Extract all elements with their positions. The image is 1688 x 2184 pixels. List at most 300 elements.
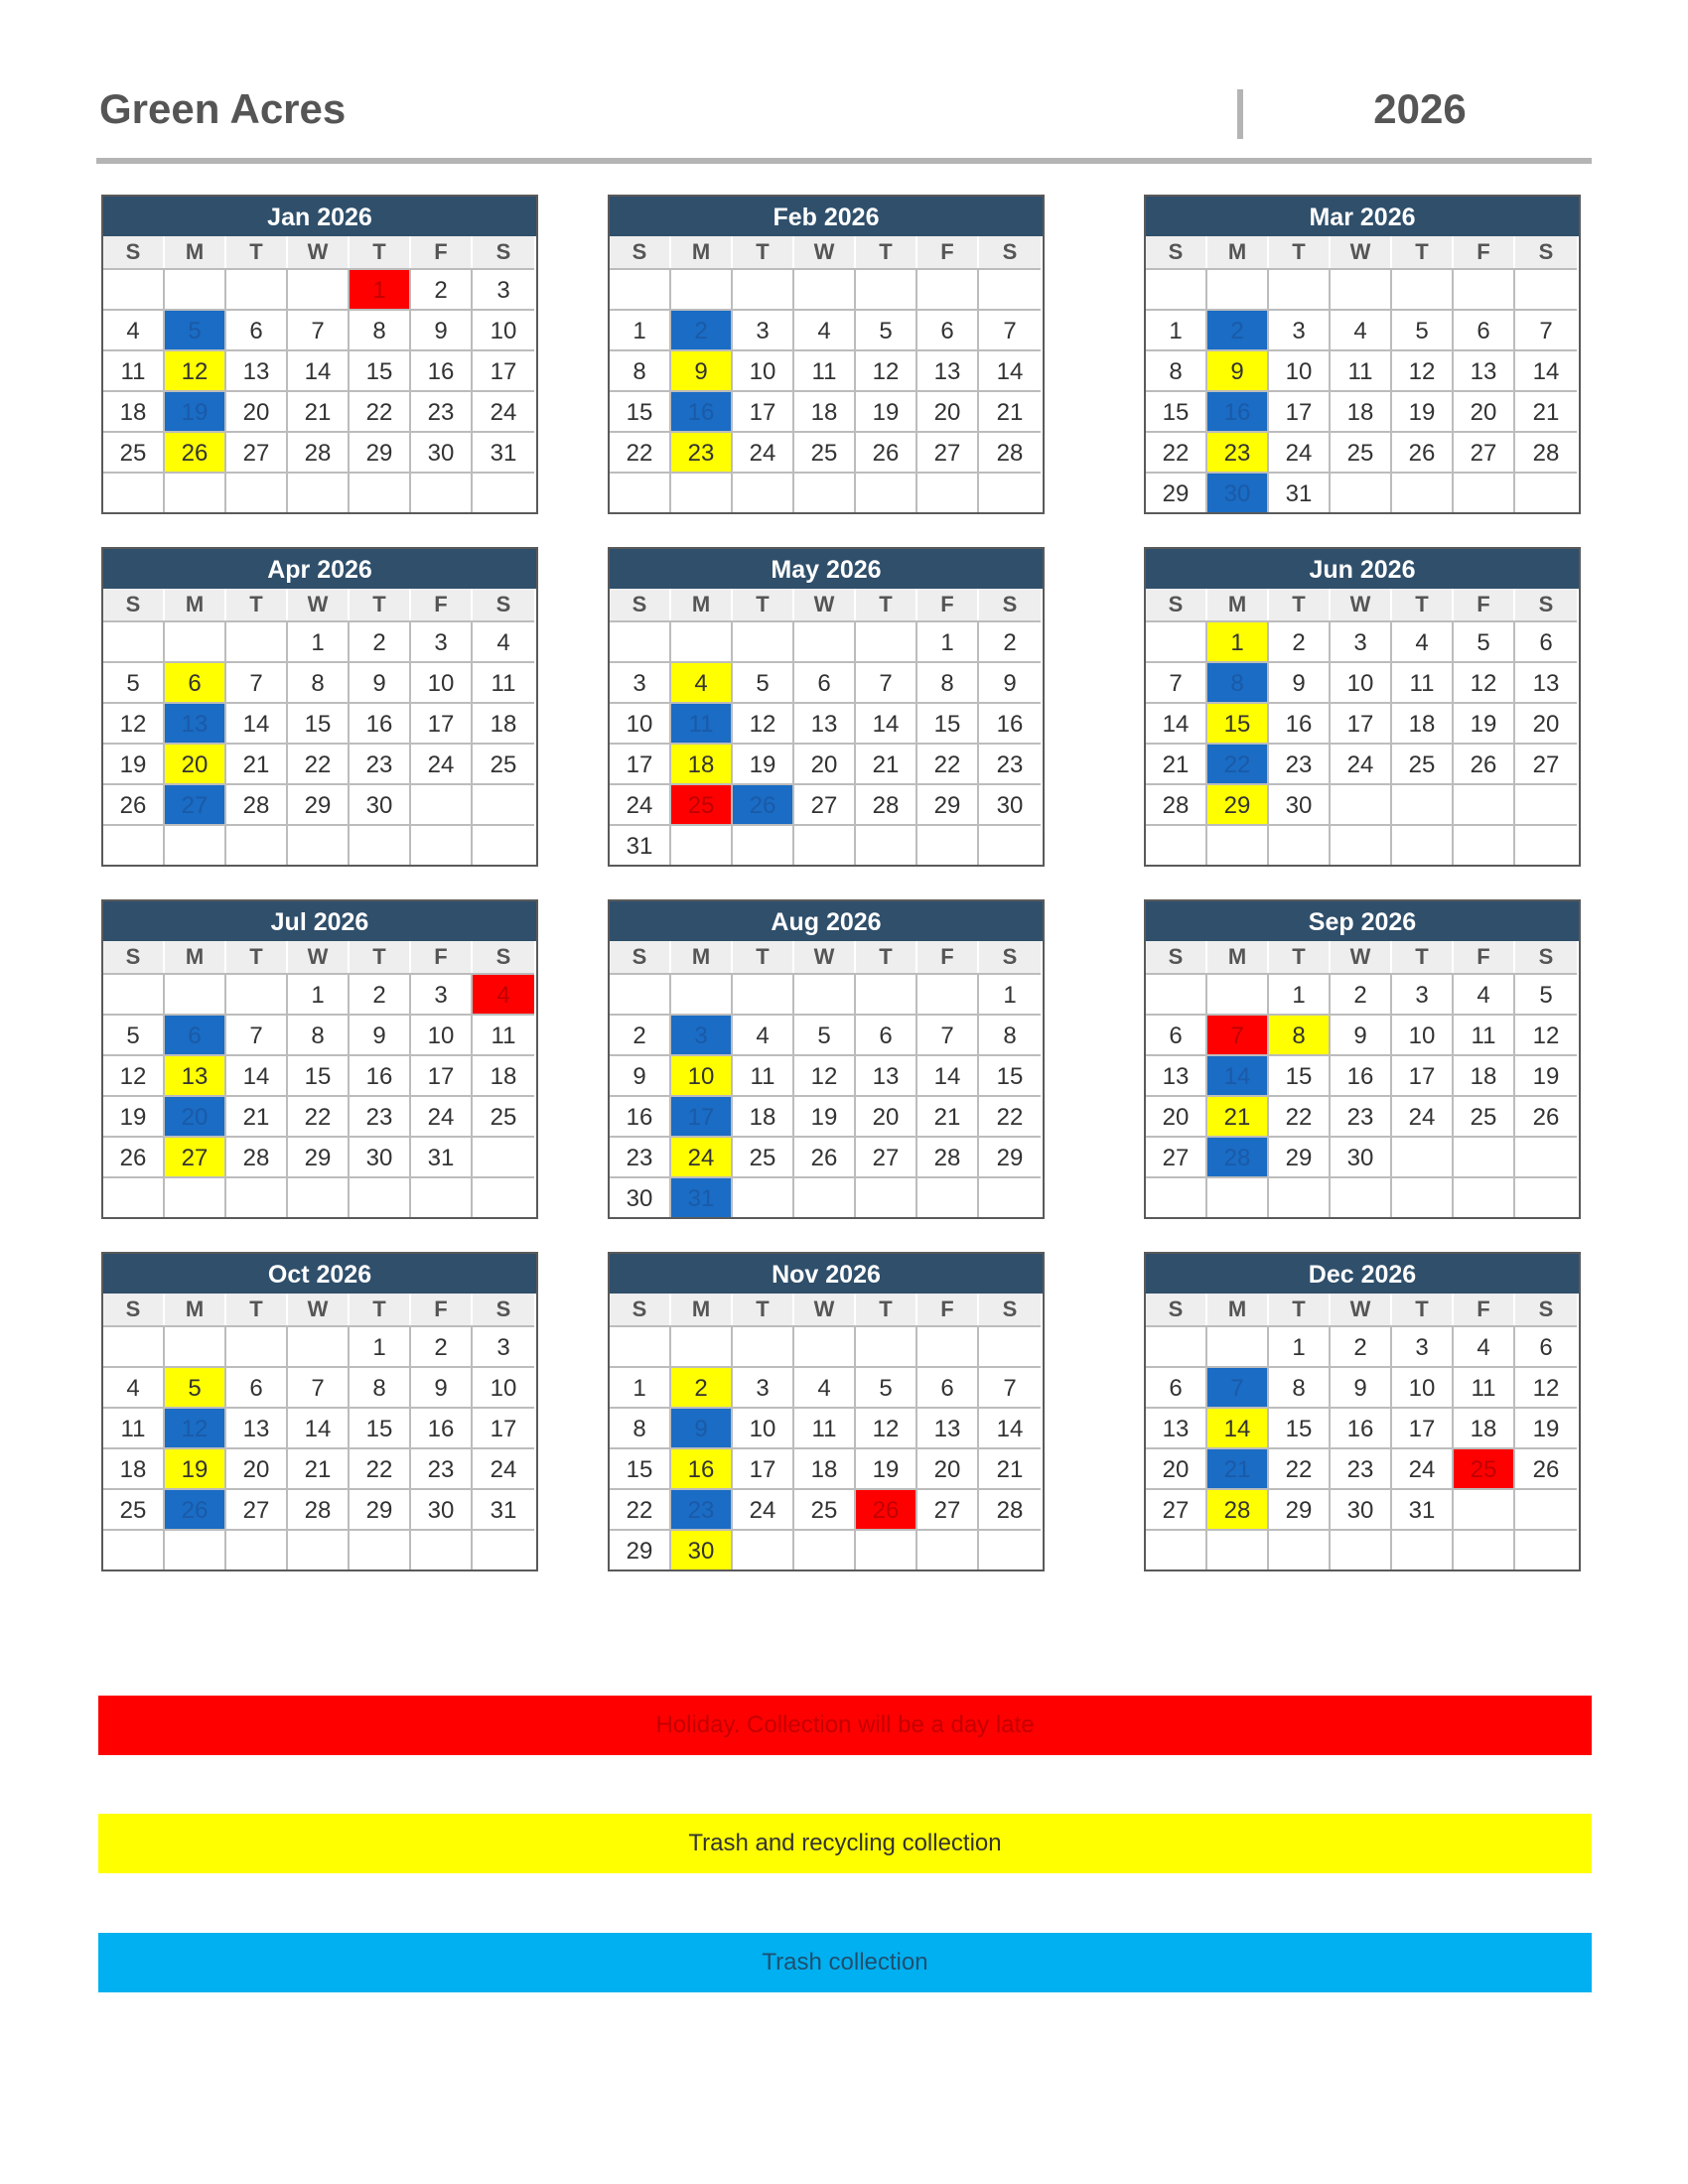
weekday-header bbox=[610, 236, 1043, 268]
day-cell: 3 bbox=[1269, 309, 1331, 349]
week-row bbox=[610, 1529, 1043, 1570]
day-cell: 29 bbox=[350, 1488, 411, 1529]
day-cell: 29 bbox=[1269, 1488, 1331, 1529]
empty-day-cell bbox=[165, 268, 226, 309]
day-cell: 5 bbox=[856, 309, 917, 349]
day-cell: 4 bbox=[103, 309, 165, 349]
week-row bbox=[610, 783, 1043, 824]
week-row bbox=[103, 349, 536, 390]
week-row bbox=[1146, 431, 1579, 472]
day-cell: 29 bbox=[350, 431, 411, 472]
day-cell: 24 bbox=[1331, 743, 1392, 783]
week-row bbox=[610, 472, 1043, 512]
weekday-label: T bbox=[856, 589, 917, 620]
empty-day-cell bbox=[979, 1176, 1041, 1217]
empty-day-cell bbox=[103, 824, 165, 865]
day-cell: 24 bbox=[473, 390, 534, 431]
day-cell: 26 bbox=[103, 1136, 165, 1176]
day-cell: 17 bbox=[411, 1054, 473, 1095]
day-cell: 26 bbox=[1392, 431, 1454, 472]
day-cell: 15 bbox=[610, 390, 671, 431]
month-calendar bbox=[608, 899, 1045, 1219]
day-cell: 10 bbox=[411, 661, 473, 702]
day-cell: 2 bbox=[350, 620, 411, 661]
day-cell: 22 bbox=[1269, 1447, 1331, 1488]
day-cell: 14 bbox=[1515, 349, 1577, 390]
day-cell: 20 bbox=[226, 390, 288, 431]
day-cell: 8 bbox=[610, 1407, 671, 1447]
day-cell: 29 bbox=[917, 783, 979, 824]
empty-day-cell bbox=[1331, 1529, 1392, 1570]
day-cell: 7 bbox=[288, 1366, 350, 1407]
weekday-label: S bbox=[1515, 1294, 1577, 1325]
day-cell: 7 bbox=[917, 1014, 979, 1054]
day-cell: 18 bbox=[473, 1054, 534, 1095]
empty-day-cell bbox=[226, 472, 288, 512]
empty-day-cell bbox=[1207, 1176, 1269, 1217]
day-cell: 13 bbox=[917, 1407, 979, 1447]
day-cell: 22 bbox=[350, 1447, 411, 1488]
weekday-label: S bbox=[473, 589, 534, 620]
day-cell: 30 bbox=[350, 783, 411, 824]
weekday-header bbox=[610, 1294, 1043, 1325]
week-row bbox=[1146, 1095, 1579, 1136]
day-cell: 2 bbox=[1207, 309, 1269, 349]
week-row bbox=[610, 1325, 1043, 1366]
day-cell: 9 bbox=[1331, 1366, 1392, 1407]
empty-day-cell bbox=[288, 472, 350, 512]
week-row bbox=[103, 1325, 536, 1366]
day-cell: 4 bbox=[1454, 1325, 1515, 1366]
empty-day-cell bbox=[1146, 268, 1207, 309]
day-cell: 11 bbox=[1331, 349, 1392, 390]
day-cell: 7 bbox=[288, 309, 350, 349]
empty-day-cell bbox=[1331, 1176, 1392, 1217]
day-cell: 15 bbox=[1269, 1054, 1331, 1095]
empty-day-cell bbox=[1269, 1176, 1331, 1217]
month-calendar bbox=[101, 899, 538, 1219]
weekday-label: M bbox=[1207, 941, 1269, 973]
day-cell: 18 bbox=[103, 1447, 165, 1488]
empty-day-cell bbox=[103, 268, 165, 309]
empty-day-cell bbox=[1207, 1325, 1269, 1366]
day-cell: 17 bbox=[733, 1447, 794, 1488]
day-cell: 14 bbox=[979, 1407, 1041, 1447]
day-cell: 3 bbox=[733, 309, 794, 349]
week-row bbox=[1146, 783, 1579, 824]
week-row bbox=[610, 1488, 1043, 1529]
day-cell: 7 bbox=[979, 1366, 1041, 1407]
weekday-label: F bbox=[411, 589, 473, 620]
weekday-label: M bbox=[165, 941, 226, 973]
week-row bbox=[610, 390, 1043, 431]
day-cell: 6 bbox=[1454, 309, 1515, 349]
empty-day-cell bbox=[473, 472, 534, 512]
day-cell: 1 bbox=[1146, 309, 1207, 349]
weekday-header bbox=[610, 589, 1043, 620]
day-cell: 15 bbox=[350, 349, 411, 390]
month-title: Jul 2026 bbox=[103, 901, 536, 941]
day-cell: 28 bbox=[979, 431, 1041, 472]
empty-day-cell bbox=[1146, 1176, 1207, 1217]
year-label: 2026 bbox=[1373, 85, 1467, 132]
empty-day-cell bbox=[979, 1325, 1041, 1366]
day-cell: 19 bbox=[165, 390, 226, 431]
week-row bbox=[610, 1407, 1043, 1447]
empty-day-cell bbox=[411, 1529, 473, 1570]
day-cell: 20 bbox=[165, 1095, 226, 1136]
day-cell: 1 bbox=[350, 1325, 411, 1366]
day-cell: 11 bbox=[733, 1054, 794, 1095]
empty-day-cell bbox=[288, 1529, 350, 1570]
day-cell: 10 bbox=[1392, 1014, 1454, 1054]
empty-day-cell bbox=[856, 973, 917, 1014]
day-cell: 11 bbox=[473, 661, 534, 702]
day-cell: 15 bbox=[917, 702, 979, 743]
weekday-label: W bbox=[1331, 1294, 1392, 1325]
weekday-label: T bbox=[856, 236, 917, 268]
weekday-label: T bbox=[350, 236, 411, 268]
weekday-label: T bbox=[1269, 1294, 1331, 1325]
day-cell: 22 bbox=[610, 431, 671, 472]
day-cell: 16 bbox=[350, 702, 411, 743]
weekday-label: M bbox=[165, 589, 226, 620]
day-cell: 6 bbox=[1146, 1014, 1207, 1054]
empty-day-cell bbox=[1146, 620, 1207, 661]
empty-day-cell bbox=[1207, 824, 1269, 865]
empty-day-cell bbox=[671, 620, 733, 661]
empty-day-cell bbox=[1454, 783, 1515, 824]
empty-day-cell bbox=[288, 1325, 350, 1366]
day-cell: 24 bbox=[733, 1488, 794, 1529]
week-row bbox=[1146, 973, 1579, 1014]
month-calendar bbox=[608, 195, 1045, 514]
empty-day-cell bbox=[165, 620, 226, 661]
day-cell: 30 bbox=[411, 1488, 473, 1529]
empty-day-cell bbox=[1331, 268, 1392, 309]
weekday-label: F bbox=[917, 941, 979, 973]
week-row bbox=[103, 1054, 536, 1095]
empty-day-cell bbox=[1146, 824, 1207, 865]
day-cell: 23 bbox=[1331, 1447, 1392, 1488]
week-row bbox=[610, 1136, 1043, 1176]
weekday-label: S bbox=[1146, 236, 1207, 268]
day-cell: 26 bbox=[103, 783, 165, 824]
day-cell: 12 bbox=[165, 1407, 226, 1447]
empty-day-cell bbox=[856, 472, 917, 512]
day-cell: 4 bbox=[733, 1014, 794, 1054]
day-cell: 26 bbox=[1454, 743, 1515, 783]
weekday-label: S bbox=[610, 1294, 671, 1325]
day-cell: 5 bbox=[165, 1366, 226, 1407]
day-cell: 25 bbox=[1454, 1447, 1515, 1488]
day-cell: 31 bbox=[411, 1136, 473, 1176]
day-cell: 27 bbox=[856, 1136, 917, 1176]
month-title: Apr 2026 bbox=[103, 549, 536, 589]
day-cell: 15 bbox=[288, 1054, 350, 1095]
day-cell: 20 bbox=[794, 743, 856, 783]
day-cell: 11 bbox=[794, 1407, 856, 1447]
empty-day-cell bbox=[103, 973, 165, 1014]
day-cell: 10 bbox=[1331, 661, 1392, 702]
day-cell: 3 bbox=[671, 1014, 733, 1054]
day-cell: 12 bbox=[1392, 349, 1454, 390]
day-cell: 9 bbox=[411, 1366, 473, 1407]
day-cell: 23 bbox=[671, 431, 733, 472]
day-cell: 25 bbox=[1331, 431, 1392, 472]
weekday-header bbox=[1146, 941, 1579, 973]
day-cell: 18 bbox=[733, 1095, 794, 1136]
week-row bbox=[1146, 743, 1579, 783]
day-cell: 20 bbox=[1454, 390, 1515, 431]
month-title: Mar 2026 bbox=[1146, 197, 1579, 236]
day-cell: 12 bbox=[165, 349, 226, 390]
day-cell: 5 bbox=[856, 1366, 917, 1407]
day-cell: 28 bbox=[917, 1136, 979, 1176]
month-title: Dec 2026 bbox=[1146, 1254, 1579, 1294]
week-row bbox=[610, 1176, 1043, 1217]
weekday-label: S bbox=[979, 1294, 1041, 1325]
empty-day-cell bbox=[733, 973, 794, 1014]
day-cell: 18 bbox=[473, 702, 534, 743]
day-cell: 24 bbox=[1392, 1447, 1454, 1488]
day-cell: 4 bbox=[671, 661, 733, 702]
day-cell: 5 bbox=[733, 661, 794, 702]
day-cell: 4 bbox=[473, 973, 534, 1014]
day-cell: 28 bbox=[1146, 783, 1207, 824]
day-cell: 23 bbox=[1269, 743, 1331, 783]
week-row bbox=[103, 702, 536, 743]
day-cell: 25 bbox=[733, 1136, 794, 1176]
empty-day-cell bbox=[733, 472, 794, 512]
weekday-label: S bbox=[610, 941, 671, 973]
month-title: Nov 2026 bbox=[610, 1254, 1043, 1294]
day-cell: 3 bbox=[610, 661, 671, 702]
weekday-label: T bbox=[226, 236, 288, 268]
day-cell: 9 bbox=[350, 661, 411, 702]
day-cell: 14 bbox=[288, 349, 350, 390]
day-cell: 20 bbox=[1146, 1095, 1207, 1136]
day-cell: 7 bbox=[979, 309, 1041, 349]
day-cell: 12 bbox=[1515, 1014, 1577, 1054]
day-cell: 18 bbox=[794, 1447, 856, 1488]
day-cell: 21 bbox=[856, 743, 917, 783]
weekday-header bbox=[103, 236, 536, 268]
empty-day-cell bbox=[165, 1529, 226, 1570]
day-cell: 13 bbox=[226, 349, 288, 390]
empty-day-cell bbox=[610, 1325, 671, 1366]
day-cell: 3 bbox=[473, 1325, 534, 1366]
week-row bbox=[610, 620, 1043, 661]
day-cell: 4 bbox=[103, 1366, 165, 1407]
month-title: May 2026 bbox=[610, 549, 1043, 589]
day-cell: 24 bbox=[610, 783, 671, 824]
weekday-label: S bbox=[610, 589, 671, 620]
day-cell: 6 bbox=[917, 309, 979, 349]
empty-day-cell bbox=[473, 1529, 534, 1570]
day-cell: 13 bbox=[165, 702, 226, 743]
day-cell: 27 bbox=[165, 783, 226, 824]
empty-day-cell bbox=[226, 620, 288, 661]
weekday-label: W bbox=[794, 236, 856, 268]
day-cell: 5 bbox=[165, 309, 226, 349]
day-cell: 19 bbox=[1515, 1407, 1577, 1447]
day-cell: 11 bbox=[473, 1014, 534, 1054]
empty-day-cell bbox=[1331, 783, 1392, 824]
day-cell: 2 bbox=[979, 620, 1041, 661]
week-row bbox=[1146, 620, 1579, 661]
day-cell: 17 bbox=[1331, 702, 1392, 743]
day-cell: 13 bbox=[1515, 661, 1577, 702]
day-cell: 16 bbox=[671, 390, 733, 431]
day-cell: 31 bbox=[473, 1488, 534, 1529]
day-cell: 6 bbox=[165, 1014, 226, 1054]
weekday-label: S bbox=[1146, 941, 1207, 973]
empty-day-cell bbox=[226, 1176, 288, 1217]
empty-day-cell bbox=[979, 472, 1041, 512]
day-cell: 9 bbox=[411, 309, 473, 349]
empty-day-cell bbox=[350, 1176, 411, 1217]
day-cell: 22 bbox=[610, 1488, 671, 1529]
day-cell: 9 bbox=[671, 1407, 733, 1447]
day-cell: 2 bbox=[1331, 973, 1392, 1014]
empty-day-cell bbox=[288, 1176, 350, 1217]
empty-day-cell bbox=[165, 824, 226, 865]
weekday-label: W bbox=[288, 941, 350, 973]
day-cell: 14 bbox=[917, 1054, 979, 1095]
day-cell: 16 bbox=[1331, 1054, 1392, 1095]
day-cell: 6 bbox=[226, 309, 288, 349]
weekday-label: F bbox=[917, 1294, 979, 1325]
empty-day-cell bbox=[103, 472, 165, 512]
day-cell: 21 bbox=[1515, 390, 1577, 431]
week-row bbox=[103, 620, 536, 661]
day-cell: 23 bbox=[1331, 1095, 1392, 1136]
weekday-label: S bbox=[103, 236, 165, 268]
weekday-header bbox=[103, 1294, 536, 1325]
day-cell: 17 bbox=[733, 390, 794, 431]
day-cell: 22 bbox=[917, 743, 979, 783]
day-cell: 20 bbox=[1146, 1447, 1207, 1488]
empty-day-cell bbox=[856, 268, 917, 309]
day-cell: 4 bbox=[794, 309, 856, 349]
day-cell: 1 bbox=[288, 973, 350, 1014]
weekday-label: T bbox=[1269, 941, 1331, 973]
day-cell: 26 bbox=[856, 431, 917, 472]
day-cell: 25 bbox=[473, 1095, 534, 1136]
empty-day-cell bbox=[733, 268, 794, 309]
day-cell: 28 bbox=[1207, 1488, 1269, 1529]
week-row bbox=[610, 1054, 1043, 1095]
day-cell: 21 bbox=[979, 390, 1041, 431]
weekday-header bbox=[1146, 1294, 1579, 1325]
day-cell: 12 bbox=[856, 1407, 917, 1447]
day-cell: 12 bbox=[1454, 661, 1515, 702]
day-cell: 16 bbox=[1269, 702, 1331, 743]
week-row bbox=[610, 1095, 1043, 1136]
weekday-label: T bbox=[1392, 236, 1454, 268]
day-cell: 7 bbox=[226, 661, 288, 702]
day-cell: 23 bbox=[979, 743, 1041, 783]
day-cell: 17 bbox=[1269, 390, 1331, 431]
empty-day-cell bbox=[671, 1325, 733, 1366]
day-cell: 19 bbox=[856, 1447, 917, 1488]
month-title: Jun 2026 bbox=[1146, 549, 1579, 589]
day-cell: 28 bbox=[288, 1488, 350, 1529]
week-row bbox=[1146, 472, 1579, 512]
day-cell: 29 bbox=[1207, 783, 1269, 824]
empty-day-cell bbox=[1392, 1136, 1454, 1176]
day-cell: 19 bbox=[165, 1447, 226, 1488]
empty-day-cell bbox=[610, 268, 671, 309]
week-row bbox=[610, 702, 1043, 743]
day-cell: 10 bbox=[1269, 349, 1331, 390]
day-cell: 22 bbox=[1146, 431, 1207, 472]
day-cell: 5 bbox=[794, 1014, 856, 1054]
empty-day-cell bbox=[917, 1529, 979, 1570]
day-cell: 28 bbox=[226, 783, 288, 824]
day-cell: 15 bbox=[610, 1447, 671, 1488]
weekday-label: F bbox=[411, 1294, 473, 1325]
weekday-label: F bbox=[917, 236, 979, 268]
day-cell: 4 bbox=[794, 1366, 856, 1407]
day-cell: 1 bbox=[610, 1366, 671, 1407]
day-cell: 5 bbox=[1515, 973, 1577, 1014]
day-cell: 3 bbox=[1392, 1325, 1454, 1366]
day-cell: 16 bbox=[350, 1054, 411, 1095]
day-cell: 1 bbox=[1207, 620, 1269, 661]
day-cell: 11 bbox=[794, 349, 856, 390]
legend-trash-recycling: Trash and recycling collection bbox=[98, 1814, 1592, 1873]
day-cell: 27 bbox=[226, 1488, 288, 1529]
day-cell: 15 bbox=[288, 702, 350, 743]
empty-day-cell bbox=[1392, 472, 1454, 512]
legend-trash: Trash collection bbox=[98, 1933, 1592, 1992]
empty-day-cell bbox=[1454, 824, 1515, 865]
weekday-label: S bbox=[979, 236, 1041, 268]
day-cell: 30 bbox=[411, 431, 473, 472]
day-cell: 11 bbox=[1454, 1014, 1515, 1054]
day-cell: 4 bbox=[1454, 973, 1515, 1014]
empty-day-cell bbox=[1515, 1176, 1577, 1217]
day-cell: 3 bbox=[411, 973, 473, 1014]
day-cell: 29 bbox=[610, 1529, 671, 1570]
week-row bbox=[610, 268, 1043, 309]
weekday-label: S bbox=[1515, 589, 1577, 620]
empty-day-cell bbox=[1331, 472, 1392, 512]
day-cell: 8 bbox=[288, 1014, 350, 1054]
weekday-label: T bbox=[733, 1294, 794, 1325]
day-cell: 27 bbox=[1454, 431, 1515, 472]
week-row bbox=[103, 973, 536, 1014]
empty-day-cell bbox=[979, 824, 1041, 865]
day-cell: 24 bbox=[411, 743, 473, 783]
weekday-label: S bbox=[1515, 236, 1577, 268]
day-cell: 19 bbox=[1454, 702, 1515, 743]
empty-day-cell bbox=[610, 472, 671, 512]
day-cell: 5 bbox=[103, 1014, 165, 1054]
empty-day-cell bbox=[794, 1325, 856, 1366]
day-cell: 31 bbox=[1269, 472, 1331, 512]
day-cell: 17 bbox=[473, 349, 534, 390]
day-cell: 18 bbox=[671, 743, 733, 783]
weekday-label: F bbox=[411, 941, 473, 973]
week-row bbox=[103, 268, 536, 309]
weekday-label: S bbox=[103, 589, 165, 620]
empty-day-cell bbox=[917, 472, 979, 512]
day-cell: 14 bbox=[1207, 1407, 1269, 1447]
empty-day-cell bbox=[856, 824, 917, 865]
